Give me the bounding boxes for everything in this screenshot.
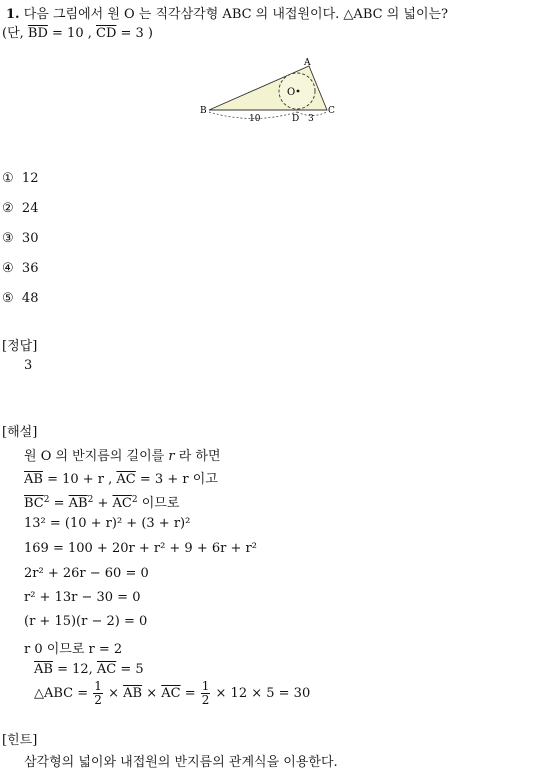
solution-line-11: △ABC = $\frac{1}{2}$ × $\overline{AB} \times \overline{AC}$ = $\frac{1}{2}$ × 12 × 5 = 30 [34, 679, 311, 707]
label-c: C [328, 106, 335, 116]
choice-4[interactable]: ④ 36 [2, 261, 39, 276]
solution-line-4: 13² = (10 + r)² + (3 + r)² [24, 516, 191, 531]
length-dc: 3 [308, 114, 314, 124]
triangle-figure [196, 55, 341, 125]
segment-cd: $\overline{CD}$ [96, 26, 117, 41]
question-stem [6, 3, 448, 22]
label-a: A [304, 58, 311, 68]
choice-1[interactable]: ① 12 [2, 171, 39, 186]
question-condition: (단, $\overline{BD} = 10$ , $\overline{CD} = 3$ ) [2, 26, 154, 41]
solution-line-1: 원 O 의 반지름의 길이를 r 라 하면 [24, 449, 221, 464]
label-b: B [200, 106, 207, 116]
solution-line-3: $\overline{BC}^2 = \overline{AB}^2 + \overline{AC}^2$ 이므로 [24, 495, 180, 511]
answer-value: 3 [24, 358, 33, 373]
solution-line-5: 169 = 100 + 20r + r² + 9 + 6r + r² [24, 541, 257, 556]
question-text: 다음 그림에서 원 O 는 직각삼각형 ABC 의 내접원이다. △ABC 의 넓이는? [23, 7, 449, 22]
label-o: O [287, 87, 296, 98]
choice-2[interactable]: ② 24 [2, 201, 39, 216]
center-dot [297, 90, 300, 93]
solution-line-2: $\overline{AB} = 10 + r$ , $\overline{AC} = 3 + r$ 이고 [24, 472, 218, 487]
label-d: D [292, 114, 300, 124]
question-number: 1. [6, 7, 20, 22]
choice-3[interactable]: ③ 30 [2, 231, 39, 246]
fraction-half-2: $\frac{1}{2}$ [201, 679, 210, 707]
hint-header: [힌트] [2, 733, 38, 748]
solution-line-6: 2r² + 26r − 60 = 0 [24, 566, 149, 581]
segment-bd: $\overline{BD}$ [27, 26, 48, 41]
choice-5[interactable]: ⑤ 48 [2, 291, 39, 306]
answer-header: [정답] [2, 339, 38, 354]
length-bd: 10 [249, 114, 261, 124]
solution-line-10: $\overline{AB} = 12$, $\overline{AC} = 5$ [34, 662, 144, 677]
hint-text: 삼각형의 넓이와 내접원의 반지름의 관계식을 이용한다. [24, 755, 338, 770]
fraction-half: $\frac{1}{2}$ [94, 679, 102, 707]
solution-line-8: (r + 15)(r − 2) = 0 [24, 614, 148, 629]
solution-line-9: r 0 이므로 r = 2 [24, 642, 123, 657]
solution-header: [해설] [2, 425, 38, 440]
solution-line-7: r² + 13r − 30 = 0 [24, 590, 141, 605]
